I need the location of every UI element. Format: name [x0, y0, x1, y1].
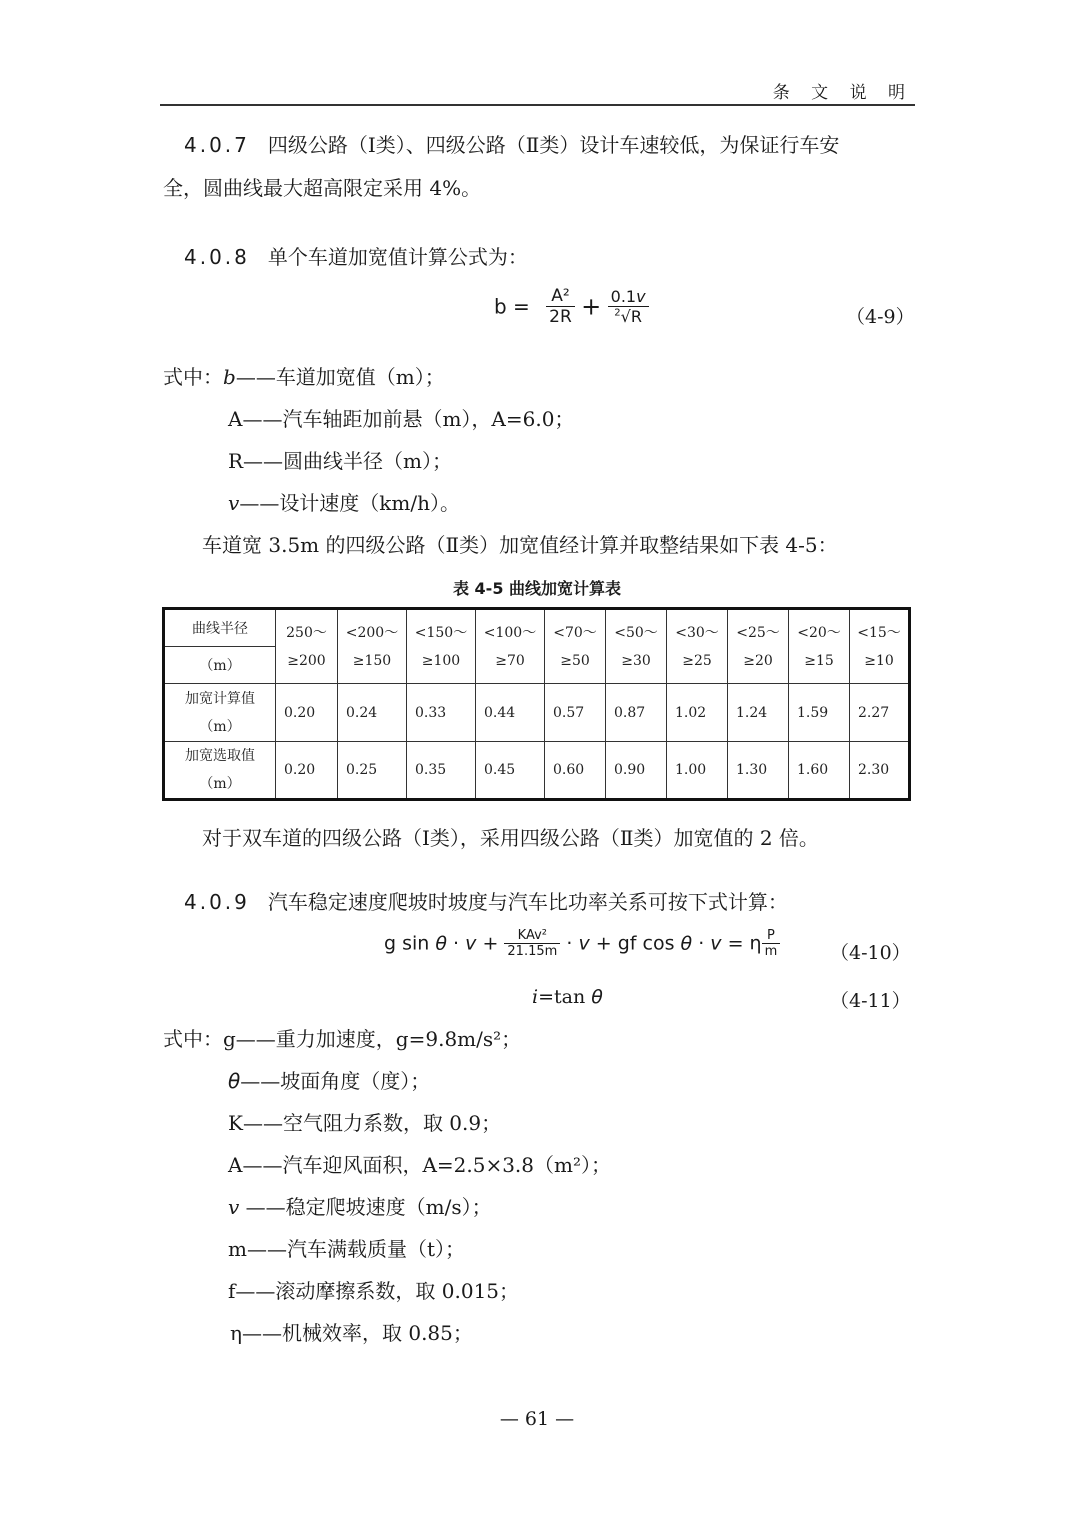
- range-lower: ≥30: [621, 652, 651, 669]
- root-body: R: [630, 307, 642, 326]
- table-row-calculated: [164, 684, 910, 742]
- dot-operator: ·: [698, 932, 705, 955]
- desc-v: ——稳定爬坡速度（m/s）；: [239, 1195, 492, 1219]
- table-cell: 1.02: [667, 684, 728, 742]
- where-a: A——汽车轴距加前悬（m），A=6.0；: [228, 407, 575, 431]
- table-cell: 1.00: [667, 742, 728, 800]
- range-lower: ≥150: [352, 652, 392, 669]
- fraction-denominator: [608, 307, 649, 326]
- range-cell: [789, 609, 850, 684]
- range-cell: [407, 609, 476, 684]
- table-cell: 0.60: [545, 742, 606, 800]
- table-cell: 2.27: [850, 684, 910, 742]
- section-4-0-9-heading: [184, 890, 788, 914]
- velocity-symbol: v: [578, 932, 590, 955]
- paragraph-text: 单个车道加宽值计算公式为：: [267, 245, 528, 269]
- row-label-unit: （m）: [199, 776, 241, 792]
- theta-symbol: θ: [435, 932, 447, 955]
- table-row-selected: [164, 742, 910, 800]
- dot-operator: ·: [453, 932, 460, 955]
- velocity-symbol: v: [465, 932, 477, 955]
- symbol-b: b: [223, 365, 236, 389]
- eq-fraction-velocity-root: [608, 287, 649, 326]
- fraction-numerator: P: [762, 928, 781, 944]
- where-k: K——空气阻力系数，取 0.9；: [228, 1111, 502, 1135]
- table-cell: 0.33: [407, 684, 476, 742]
- fraction-numerator: KAv²: [504, 928, 560, 944]
- where-f: f——滚动摩擦系数，取 0.015；: [228, 1279, 520, 1303]
- table-cell: 0.25: [338, 742, 407, 800]
- range-cell: [606, 609, 667, 684]
- range-upper: <70～: [553, 624, 597, 641]
- table-cell: 1.30: [728, 742, 789, 800]
- where-prefix: 式中：: [163, 1027, 223, 1051]
- symbol-v: v: [228, 491, 240, 515]
- where-m: m——汽车满载质量（t）；: [228, 1237, 466, 1261]
- page-number: — 61 —: [499, 1408, 575, 1430]
- coefficient: 0.1: [610, 287, 637, 306]
- range-cell: [728, 609, 789, 684]
- equation-4-10: [384, 928, 780, 959]
- desc-theta: ——坡面角度（度）；: [240, 1069, 431, 1093]
- section-number: 4.0.8: [184, 245, 250, 269]
- root-sign: √: [620, 307, 631, 326]
- eq-lhs: b =: [494, 294, 530, 319]
- paragraph-text: 汽车稳定速度爬坡时坡度与汽车比功率关系可按下式计算：: [267, 890, 788, 914]
- range-lower: ≥100: [421, 652, 461, 669]
- range-upper: <100～: [483, 624, 537, 641]
- radius-header-unit: （m）: [164, 647, 276, 684]
- row-label: [164, 684, 276, 742]
- where-r: R——圆曲线半径（m）；: [228, 449, 453, 473]
- eq-tan: =tan: [538, 986, 586, 1008]
- table-cell: 0.20: [276, 684, 338, 742]
- desc-b: ——车道加宽值（m）；: [235, 365, 445, 389]
- symbol-theta: θ: [228, 1069, 241, 1093]
- range-cell: [276, 609, 338, 684]
- table-cell: 0.24: [338, 684, 407, 742]
- fraction-denominator: m: [764, 944, 778, 959]
- section-4-0-8-heading: [184, 245, 528, 269]
- range-lower: ≥200: [287, 652, 326, 669]
- after-table-note: 对于双车道的四级公路（Ⅰ类），采用四级公路（Ⅱ类）加宽值的 2 倍。: [202, 826, 819, 850]
- desc-v: ——设计速度（km/h）。: [239, 491, 461, 515]
- section-4-0-7-line1: [184, 133, 839, 157]
- equation-number-4-11: （4-11）: [830, 990, 911, 1012]
- root-index: 2: [614, 307, 621, 319]
- table-cell: 0.35: [407, 742, 476, 800]
- where-eta: η——机械效率，取 0.85；: [230, 1321, 473, 1345]
- eq-fraction-a2-2r: [546, 286, 575, 327]
- range-lower: ≥70: [495, 652, 525, 669]
- where-theta: [228, 1069, 430, 1093]
- equation-4-9: [494, 286, 649, 327]
- range-upper: <200～: [345, 624, 399, 641]
- velocity-symbol: v: [636, 287, 646, 306]
- curve-widening-table: [162, 607, 911, 801]
- equation-number-4-9: （4-9）: [846, 306, 915, 328]
- radius-header-label: 曲线半径: [164, 609, 276, 647]
- where-v-speed: [228, 1195, 492, 1219]
- range-upper: <25～: [736, 624, 780, 641]
- where-a-area: A——汽车迎风面积，A=2.5×3.8（m²）；: [228, 1153, 611, 1177]
- theta-symbol: θ: [591, 986, 603, 1008]
- table-intro: 车道宽 3.5m 的四级公路（Ⅱ类）加宽值经计算并取整结果如下表 4-5：: [202, 533, 838, 557]
- dot-operator: ·: [566, 932, 573, 955]
- table-cell: 0.57: [545, 684, 606, 742]
- eta-symbol: η: [749, 932, 762, 955]
- fraction-denominator: 21.15m: [507, 944, 558, 959]
- where-b: [163, 365, 445, 389]
- table-cell: 0.44: [476, 684, 545, 742]
- eq-fraction-p-m: [762, 928, 781, 959]
- table-header-row-top: [164, 609, 910, 647]
- eq-term-gfcos: gf cos: [617, 932, 675, 955]
- range-lower: ≥25: [682, 652, 712, 669]
- fraction-denominator: 2R: [549, 307, 572, 327]
- table-cell: 0.45: [476, 742, 545, 800]
- where-v: [228, 491, 460, 515]
- table-cell: 2.30: [850, 742, 910, 800]
- eq-plus: +: [581, 292, 602, 321]
- table-cell: 0.87: [606, 684, 667, 742]
- fraction-numerator: A²: [546, 286, 575, 307]
- table-cell: 0.20: [276, 742, 338, 800]
- section-number: 4.0.7: [184, 133, 250, 157]
- equation-4-11: [532, 986, 603, 1008]
- table-cell: 1.24: [728, 684, 789, 742]
- range-lower: ≥20: [743, 652, 773, 669]
- equals-operator: =: [727, 932, 744, 955]
- range-cell: [476, 609, 545, 684]
- range-upper: <30～: [675, 624, 719, 641]
- row-label-text: 加宽计算值: [185, 690, 255, 707]
- eq-term-gsin: g sin: [384, 932, 430, 955]
- paragraph-text: 四级公路（Ⅰ类）、四级公路（Ⅱ类）设计车速较低，为保证行车安: [267, 133, 840, 157]
- where-g: [163, 1027, 521, 1051]
- range-lower: ≥10: [864, 652, 894, 669]
- theta-symbol: θ: [680, 932, 693, 955]
- range-upper: <15～: [857, 624, 901, 641]
- range-cell: [545, 609, 606, 684]
- desc-g: g——重力加速度，g=9.8m/s²；: [223, 1027, 522, 1051]
- section-number: 4.0.9: [184, 890, 250, 914]
- table-cell: 1.59: [789, 684, 850, 742]
- grade-symbol: i: [532, 986, 539, 1008]
- velocity-symbol: v: [710, 932, 722, 955]
- table-cell: 0.90: [606, 742, 667, 800]
- where-prefix: 式中：: [163, 365, 223, 389]
- range-upper: <50～: [614, 624, 658, 641]
- page-header: [160, 76, 915, 106]
- range-cell: [850, 609, 910, 684]
- range-upper: <20～: [797, 624, 841, 641]
- table-cell: 1.60: [789, 742, 850, 800]
- plus-operator: +: [482, 932, 499, 955]
- range-cell: [667, 609, 728, 684]
- row-label-text: 加宽选取值: [185, 748, 255, 764]
- table-caption: 表 4-5 曲线加宽计算表: [452, 579, 622, 598]
- range-upper: <150～: [414, 624, 468, 641]
- range-upper: 250～: [286, 624, 327, 641]
- range-cell: [338, 609, 407, 684]
- row-label: [164, 742, 276, 800]
- fraction-numerator: [608, 287, 649, 307]
- symbol-v: v: [228, 1195, 240, 1219]
- range-lower: ≥15: [804, 652, 834, 669]
- plus-operator: +: [595, 932, 612, 955]
- header-title: 条 文 说 明: [772, 83, 913, 103]
- row-label-unit: （m）: [199, 718, 241, 735]
- eq-fraction-kav2: [504, 928, 560, 959]
- section-4-0-7-line2: 全，圆曲线最大超高限定采用 4%。: [163, 176, 482, 200]
- range-lower: ≥50: [560, 652, 590, 669]
- equation-number-4-10: （4-10）: [830, 942, 911, 964]
